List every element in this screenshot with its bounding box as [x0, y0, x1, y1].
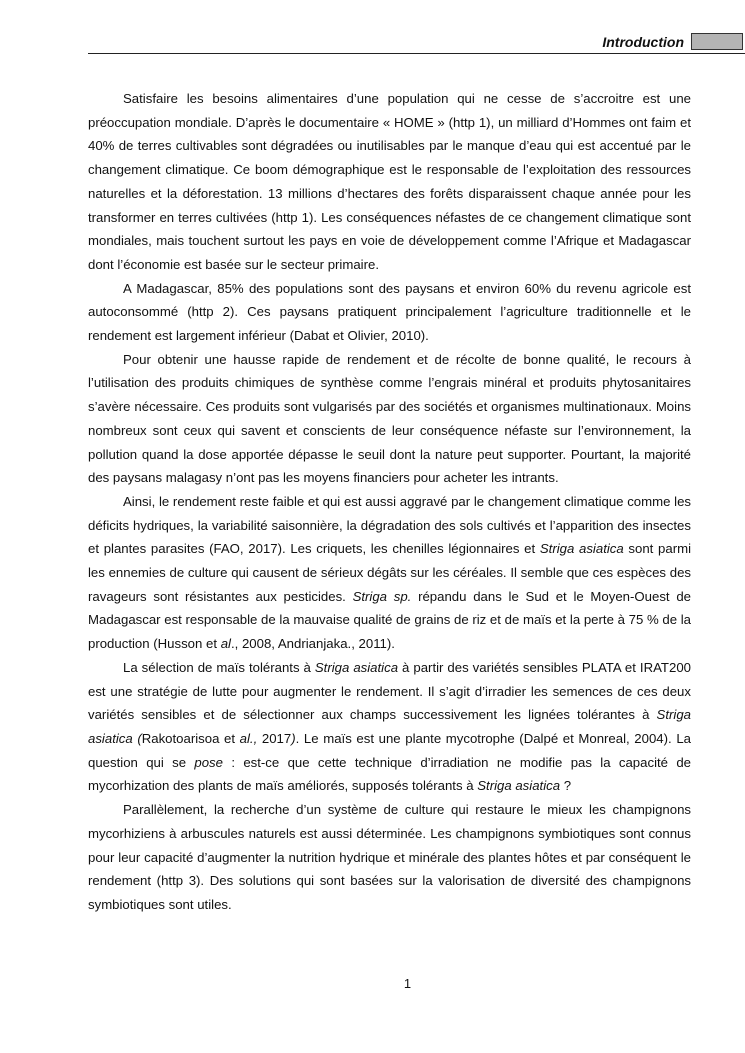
italic-text: Striga sp.	[352, 588, 412, 604]
italic-text: pose	[194, 754, 223, 770]
header-decorative-box	[691, 33, 743, 50]
italic-text: )	[291, 730, 296, 746]
paragraph-2	[88, 277, 691, 348]
text-run: Rakotoarisoa et	[141, 730, 240, 746]
page-header	[88, 33, 745, 54]
italic-text: al	[220, 636, 231, 652]
text-run: A Madagascar, 85% des populations sont des paysans et environ 60% du revenu agricole est autoconsommé (http 2). Ces paysans pratiquent principalement l’agriculture traditionnelle et le rendement est largement inférieur (Dabat et Olivier, 2010).	[88, 280, 691, 344]
page-number: 1	[403, 976, 412, 991]
italic-text: Striga asiatica	[477, 778, 561, 794]
italic-text: Striga asiatica (	[88, 707, 691, 746]
italic-text: al.,	[239, 730, 258, 746]
paragraph-4	[88, 490, 691, 656]
section-title: Introduction	[602, 34, 684, 50]
paragraph-5	[88, 656, 691, 798]
text-run: Ainsi, le rendement reste faible et qui est aussi aggravé par le changement climatique comme les déficits hydriques, la variabilité saisonnière, la dégradation des sols cultivés et l’apparition des insectes et plantes parasites (FAO, 2017). Les criquets, les chenilles légionnaires et	[88, 493, 691, 557]
text-run: ., 2008, Andrianjaka., 2011).	[230, 636, 395, 652]
text-run: 2017	[257, 730, 292, 746]
text-run: : est-ce que cette technique d’irradiation ne modifie pas la capacité de mycorhization des plants de maïs améliorés, supposés tolérants à	[88, 754, 691, 794]
text-run: La sélection de maïs tolérants à	[123, 659, 315, 675]
italic-text: Striga asiatica	[539, 541, 624, 557]
paragraph-3	[88, 348, 691, 490]
text-run: ?	[560, 778, 572, 794]
text-run: Pour obtenir une hausse rapide de rendement et de récolte de bonne qualité, le recours à l’utilisation des produits chimiques de synthèse comme l’engrais minéral et produits phytosanitaires s’avère nécessaire. Ces produits sont vulgarisés par des sociétés et organismes multinationaux. Moins nombreux sont ceux qui savent et conscients de leur conséquence néfaste sur l’environnement, la pollution quand la dose apportée dépasse le seuil dont la nature peut supporter. Pourtant, la majorité des paysans malagasy n’ont pas les moyens financiers pour acheter les intrants.	[88, 351, 691, 486]
text-run: à partir des variétés sensibles PLATA et IRAT200 est une stratégie de lutte pour augmenter le rendement. Il s’agit d’irradier les semences de ces deux variétés sensibles et de sélectionner aux champs successivement les lignées tolérantes à	[88, 659, 691, 723]
text-run: sont parmi les ennemies de culture qui causent de sérieux dégâts sur les céréales. Il semble que ces espèces des ravageurs sont résistantes aux pesticides.	[88, 541, 692, 604]
italic-text: Striga asiatica	[314, 659, 399, 675]
paragraph-1	[88, 87, 691, 277]
text-run: Parallèlement, la recherche d’un système de culture qui restaure le mieux les champignons mycorhiziens à arbuscules naturels est aussi déterminée. Les champignons symbiotiques sont connus pour leur capacité d’augmenter la nutrition hydrique et minérale des plantes hôtes et par conséquent le rendement (http 3). Des solutions qui sont basées sur la valorisation de diversité des champignons symbiotiques sont utiles.	[88, 802, 691, 912]
text-run: Satisfaire les besoins alimentaires d’une population qui ne cesse de s’accroitre est une préoccupation mondiale. D’après le documentaire « HOME » (http 1), un milliard d’Hommes ont faim et 40% de terres cultivables sont dégradées ou inutilisables par le manque d’eau qui est accentué par le changement climatique. Ce boom démographique est le responsable de l’exploitation des ressources naturelles et la déforestation. 13 millions d’hectares des forêts disparaissent chaque année pour les transformer en terres cultivées (http 1). Les conséquences néfastes de ce changement climatique sont mondiales, mais touchent surtout les pays en voie de développement comme l’Afrique et Madagascar dont l’économie est basée sur le secteur primaire.	[88, 91, 691, 272]
text-run: . Le maïs est une plante mycotrophe (Dalpé et Monreal, 2004). La question qui se	[88, 730, 691, 770]
document-body	[88, 87, 691, 917]
text-run: répandu dans le Sud et le Moyen-Ouest de Madagascar est responsable de la mauvaise qualité de grains de riz et de maïs et la perte à 75 % de la production (Husson et	[88, 588, 691, 652]
paragraph-6	[88, 798, 691, 917]
